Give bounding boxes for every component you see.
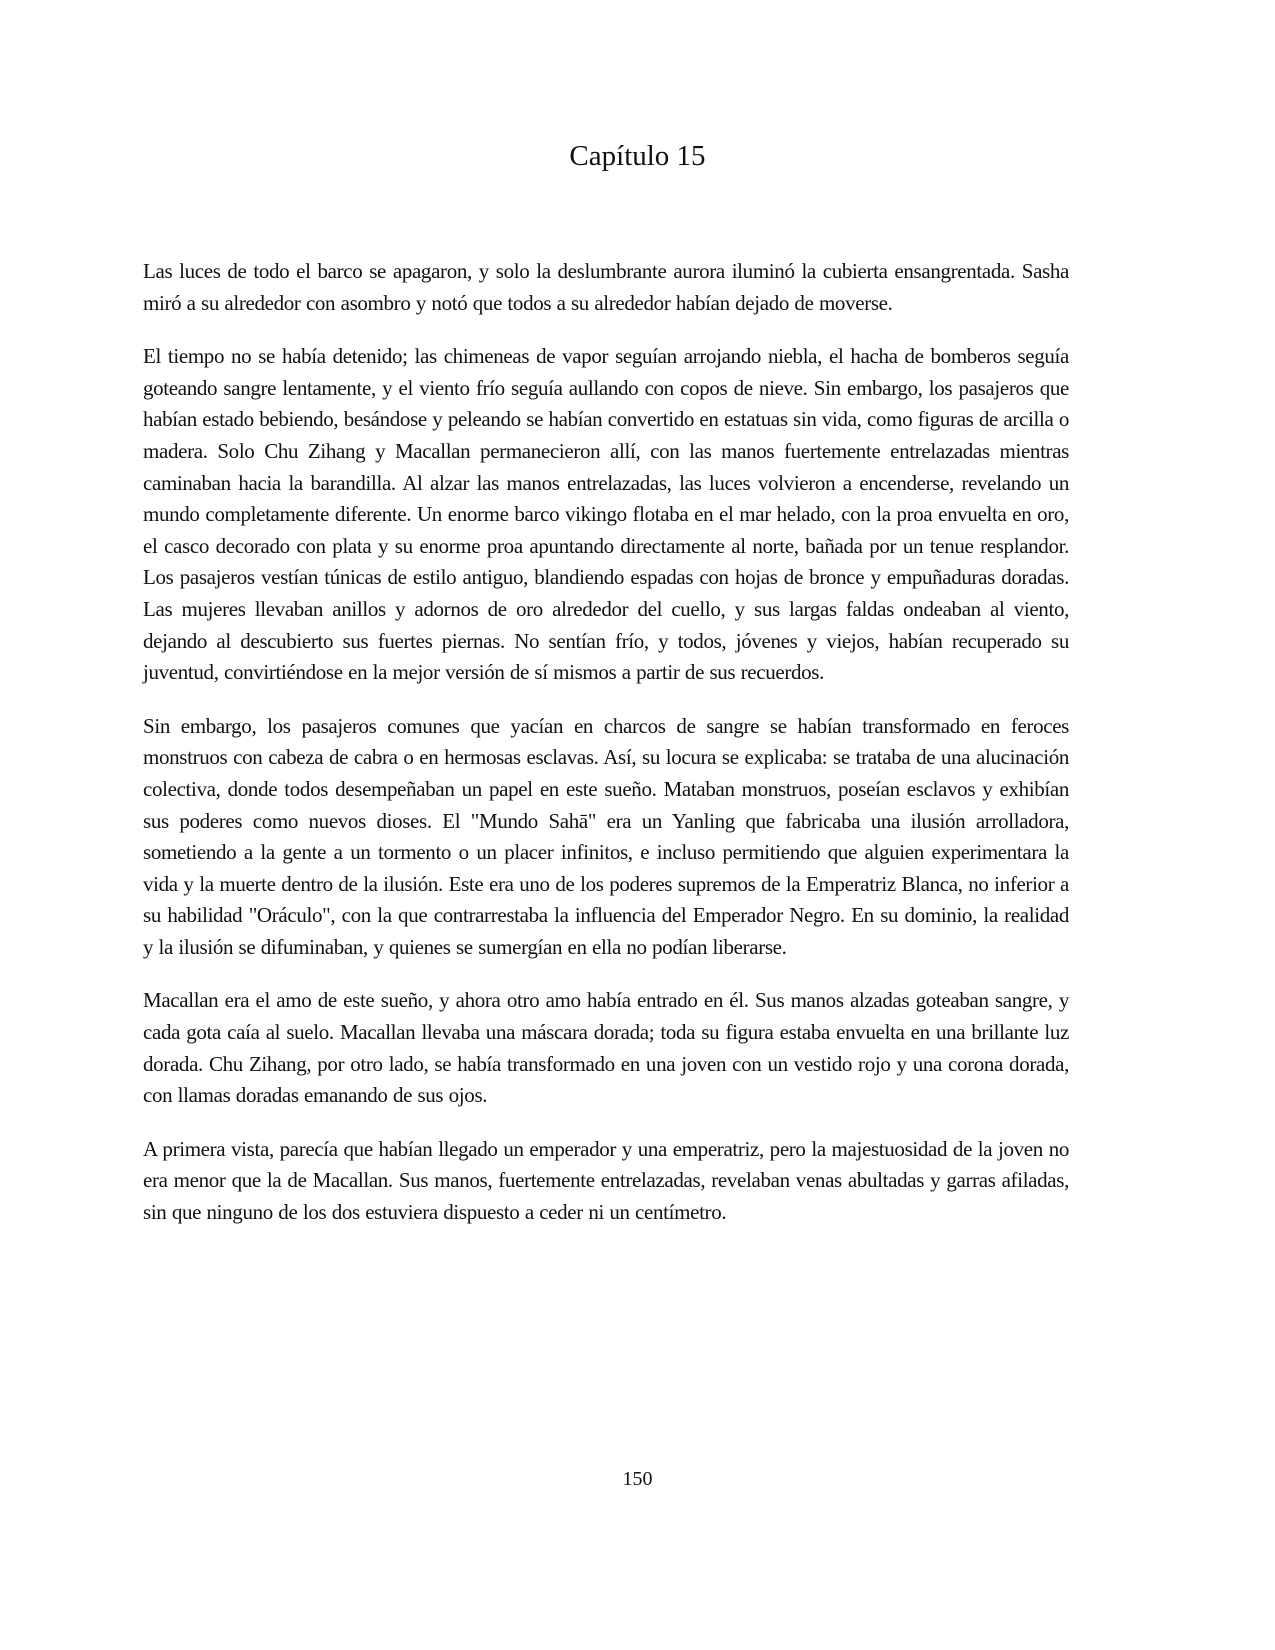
page-number: 150: [622, 1468, 653, 1490]
paragraph: Sin embargo, los pasajeros comunes que yacían en charcos de sangre se habían transformado en feroces monstruos con cabeza de cabra o en hermosas esclavas. Así, su locura se explicaba: se trataba de una alucinación colectiva, donde todos desempeñaban un papel en este sueño. Mataban monstruos, poseían esclavos y exhibían sus poderes como nuevos dioses. El "Mundo Sahā" era un Yanling que fabricaba una ilusión arrolladora, sometiendo a la gente a un tormento o un placer infinitos, e incluso permitiendo que alguien experimentara la vida y la muerte dentro de la ilusión. Este era uno de los poderes supremos de la Emperatriz Blanca, no inferior a su habilidad "Oráculo", con la que contrarrestaba la influencia del Emperador Negro. En su dominio, la realidad y la ilusión se difuminaban, y quienes se sumergían en ella no podían liberarse.: [143, 713, 1069, 959]
chapter-title: Capítulo 15: [569, 140, 706, 172]
paragraph: Macallan era el amo de este sueño, y ahora otro amo había entrado en él. Sus manos alzadas goteaban sangre, y cada gota caía al suelo. Macallan llevaba una máscara dorada; toda su figura estaba envuelta en una brillante luz dorada. Chu Zihang, por otro lado, se había transformado en una joven con un vestido rojo y una corona dorada, con llamas doradas emanando de sus ojos.: [143, 988, 1069, 1108]
paragraph: Las luces de todo el barco se apagaron, y solo la deslumbrante aurora iluminó la cubierta ensangrentada. Sasha miró a su alrededor con asombro y notó que todos a su alrededor habían dejado de moverse.: [143, 259, 1069, 315]
chapter-body: [143, 256, 1069, 1251]
paragraph: El tiempo no se había detenido; las chimeneas de vapor seguían arrojando niebla, el hacha de bomberos seguía goteando sangre lentamente, y el viento frío seguía aullando con copos de nieve. Sin embargo, los pasajeros que habían estado bebiendo, besándose y peleando se habían convertido en estatuas sin vida, como figuras de arcilla o madera. Solo Chu Zihang y Macallan permanecieron allí, con las manos fuertemente entrelazadas mientras caminaban hacia la barandilla. Al alzar las manos entrelazadas, las luces volvieron a encenderse, revelando un mundo completamente diferente. Un enorme barco vikingo flotaba en el mar helado, con la proa envuelta en oro, el casco decorado con plata y su enorme proa apuntando directamente al norte, bañada por un tenue resplandor. Los pasajeros vestían túnicas de estilo antiguo, blandiendo espadas con hojas de bronce y empuñaduras doradas. Las mujeres llevaban anillos y adornos de oro alrededor del cuello, y sus largas faldas ondeaban al viento, dejando al descubierto sus fuertes piernas. No sentían frío, y todos, jóvenes y viejos, habían recuperado su juventud, convirtiéndose en la mejor versión de sí mismos a partir de sus recuerdos.: [143, 344, 1069, 685]
paragraph: A primera vista, parecía que habían llegado un emperador y una emperatriz, pero la majestuosidad de la joven no era menor que la de Macallan. Sus manos, fuertemente entrelazadas, revelaban venas abultadas y garras afiladas, sin que ninguno de los dos estuviera dispuesto a ceder ni un centímetro.: [143, 1136, 1069, 1225]
